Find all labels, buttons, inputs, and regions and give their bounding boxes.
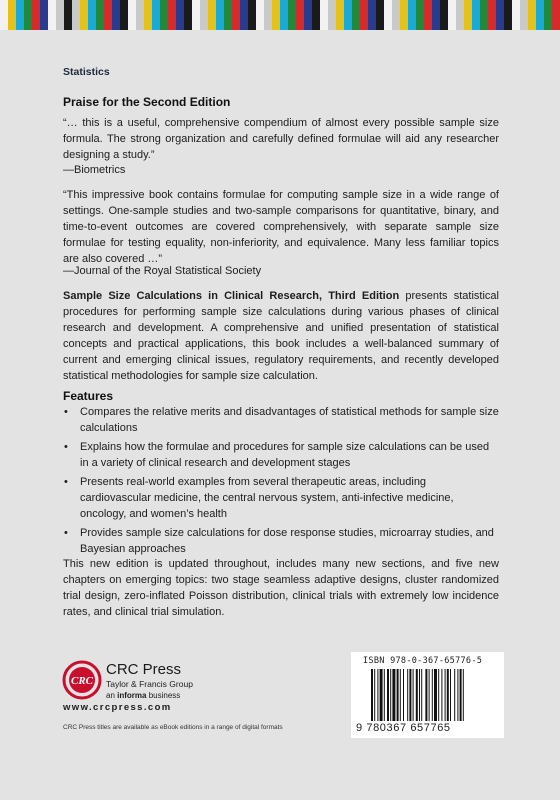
barcode-bar [403, 669, 404, 721]
barcode-bar [441, 669, 442, 721]
isbn-barcode-box [351, 652, 504, 738]
list-item [63, 474, 499, 522]
business-brand: informa [117, 691, 147, 700]
business-prefix: an [106, 691, 118, 700]
business-suffix: business [146, 691, 181, 700]
barcode-digits: 9 780367 657765 [356, 722, 451, 734]
barcode-icon [371, 669, 493, 721]
feature-text: Provides sample size calculations for dose response studies, microarray studies, and Bayesian approaches [80, 527, 494, 555]
barcode-bar [432, 669, 433, 721]
barcode-bar [434, 669, 437, 721]
barcode-bar [409, 669, 411, 721]
feature-text: Compares the relative merits and disadvantages of statistical methods for sample size calculations [80, 406, 499, 434]
publisher-name: CRC Press [106, 661, 182, 678]
publisher-group: Taylor & Francis Group [106, 679, 193, 689]
praise-heading: Praise for the Second Edition [63, 95, 231, 109]
features-heading: Features [63, 389, 114, 403]
barcode-bar [463, 669, 464, 721]
bullet-icon: • [64, 476, 68, 488]
publisher-business [106, 691, 180, 700]
barcode-bar [425, 669, 427, 721]
barcode-bar [397, 669, 399, 721]
barcode-bar [392, 669, 395, 721]
barcode-bar [429, 669, 430, 721]
book-title: Sample Size Calculations in Clinical Research, Third Edition [63, 290, 400, 302]
quote-2-source: —Journal of the Royal Statistical Society [63, 265, 262, 277]
quote-1-text: “… this is a useful, comprehensive compendium of almost every possible sample size formula. The strong organization and carefully defined formulae will aid any researcher designing a study.” [63, 117, 499, 161]
barcode-bar [371, 669, 373, 721]
barcode-bar [407, 669, 408, 721]
list-item [63, 439, 499, 471]
isbn-label: ISBN 978-0-367-65776-5 [363, 656, 483, 666]
category-label: Statistics [63, 66, 110, 78]
closing-paragraph: This new edition is updated throughout, includes many new sections, and five new chapters on emerging topics: two stage seamless adaptive designs, cluster randomized trial design, zero-inflated Poisson distribution, clinical trials with extremely low incidence rates, and clinical trial simulation. [63, 558, 499, 618]
features-list [63, 404, 499, 560]
barcode-bar [460, 669, 462, 721]
barcode-bar [450, 669, 451, 721]
barcode-bar [421, 669, 422, 721]
barcode-bar [438, 669, 439, 721]
ebook-note: CRC Press titles are available as eBook editions in a range of digital formats [63, 724, 283, 731]
barcode-bar [447, 669, 449, 721]
crc-press-logo [62, 660, 102, 700]
barcode-bar [419, 669, 420, 721]
feature-text: Explains how the formulae and procedures for sample size calculations can be used in a variety of clinical research and development stages [80, 441, 490, 469]
barcode-bar [416, 669, 418, 721]
barcode-bar [390, 669, 391, 721]
barcode-bar [374, 669, 375, 721]
barcode-bar [387, 669, 389, 721]
list-item [63, 404, 499, 436]
barcode-bar [454, 669, 455, 721]
list-item [63, 525, 499, 557]
barcode-bar [445, 669, 446, 721]
barcode-bar [377, 669, 378, 721]
barcode-bar [380, 669, 383, 721]
bullet-icon: • [64, 441, 68, 453]
book-description [63, 288, 499, 384]
quote-2-text: “This impressive book contains formulae for computing sample size in a wide range of settings. One-sample studies and two-sample comparisons for quantitative, binary, and time-to-event outcomes are covered comprehensively, with separate sample size formulae for testing equality, non-inferiority, and equivalence. Many less familiar topics are also covered …” [63, 189, 499, 265]
barcode-bar [413, 669, 414, 721]
barcode-bar [457, 669, 458, 721]
bullet-icon: • [64, 406, 68, 418]
quote-1-source: —Biometrics [63, 164, 126, 176]
barcode-bar [400, 669, 401, 721]
barcode-bar [384, 669, 385, 721]
feature-text: Presents real-world examples from several therapeutic areas, including cardiovascular medicine, the central nervous system, anti-infective medicine, oncology, and women’s health [80, 476, 454, 520]
logo-text: CRC [70, 675, 94, 687]
description-text: presents statistical procedures for performing sample size calculations during various phases of clinical research and development. A comprehensive and unified presentation of statistical concepts and practical applications, this book includes a well-balanced summary of current and emerging clinical issues, regulatory requirements, and recently developed statistical methodologies for sample size calculation. [63, 290, 499, 382]
publisher-url: www.crcpress.com [63, 702, 172, 713]
bullet-icon: • [64, 527, 68, 539]
